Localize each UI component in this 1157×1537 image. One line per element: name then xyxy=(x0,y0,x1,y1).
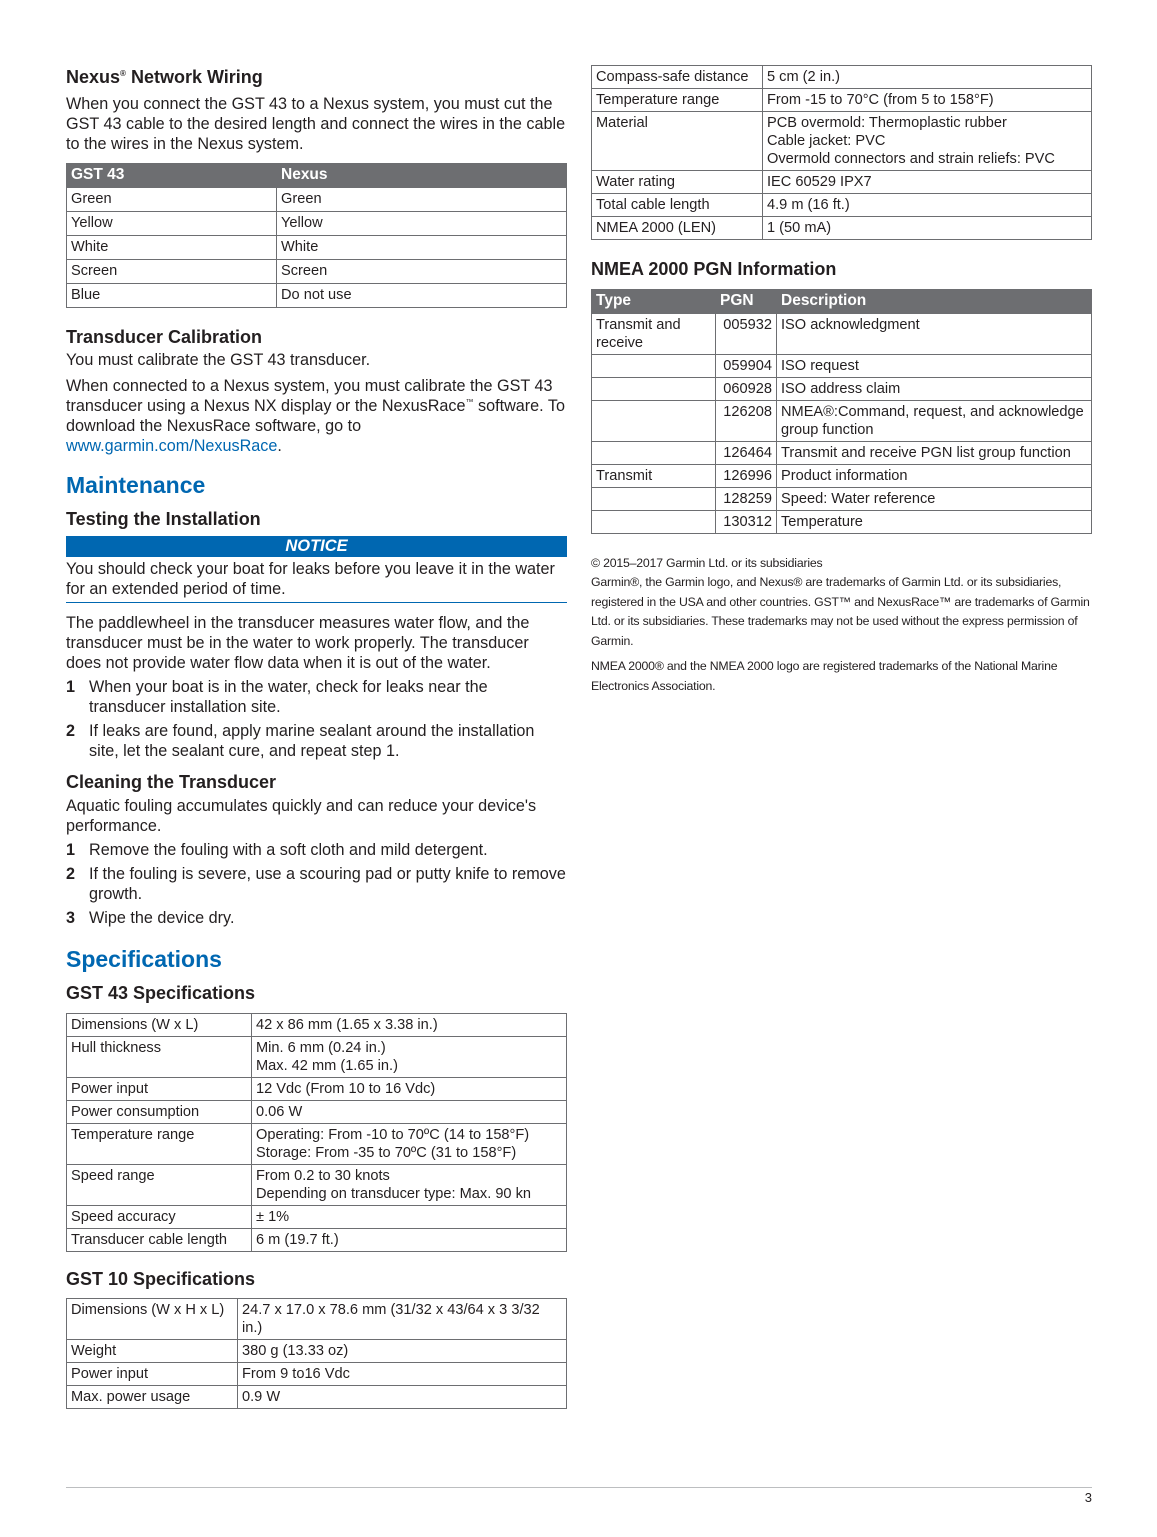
table-cell: 059904 xyxy=(716,354,777,377)
table-cell: Screen xyxy=(67,259,277,283)
table-cell: Material xyxy=(592,112,763,171)
table-cell: Transmit and receive xyxy=(592,313,716,354)
table-row xyxy=(592,487,1092,510)
table-cell: Power input xyxy=(67,1363,238,1386)
table-cell: NMEA 2000 (LEN) xyxy=(592,217,763,240)
table-cell: ISO address claim xyxy=(777,377,1092,400)
table-row xyxy=(67,1205,567,1228)
table-cell: Product information xyxy=(777,464,1092,487)
table-header: Nexus xyxy=(277,163,567,187)
step-item xyxy=(66,841,567,861)
table-row xyxy=(67,187,567,211)
step-number: 2 xyxy=(66,865,76,884)
table-cell: Max. power usage xyxy=(67,1386,238,1409)
table-cell: Temperature range xyxy=(67,1123,252,1164)
page-number: 3 xyxy=(1084,1490,1092,1505)
specifications-heading: Specifications xyxy=(66,945,222,972)
table-cell: Green xyxy=(67,187,277,211)
table-header: PGN xyxy=(716,289,777,313)
table-cell: Transducer cable length xyxy=(67,1228,252,1251)
nexus-wiring-heading: Nexus® Network Wiring xyxy=(66,67,263,87)
table-cell: 6 m (19.7 ft.) xyxy=(252,1228,567,1251)
table-row xyxy=(67,1386,567,1409)
table-cell: White xyxy=(67,235,277,259)
table-cell: ISO acknowledgment xyxy=(777,313,1092,354)
table-cell: NMEA®:Command, request, and acknowledge group function xyxy=(777,400,1092,441)
table-cell: 005932 xyxy=(716,313,777,354)
cleaning-intro: Aquatic fouling accumulates quickly and can reduce your device's performance. xyxy=(66,796,537,835)
table-cell: Dimensions (W x H x L) xyxy=(67,1299,238,1340)
footer-divider xyxy=(66,1487,1092,1488)
table-row xyxy=(592,171,1092,194)
table-cell xyxy=(592,377,716,400)
table-cell: From 9 to16 Vdc xyxy=(238,1363,567,1386)
table-cell: 1 (50 mA) xyxy=(763,217,1092,240)
table-cell: Power consumption xyxy=(67,1100,252,1123)
table-cell: Compass-safe distance xyxy=(592,66,763,89)
step-number: 1 xyxy=(66,840,76,859)
table-row xyxy=(592,313,1092,354)
step-number: 2 xyxy=(66,722,76,741)
table-cell: Total cable length xyxy=(592,194,763,217)
table-cell: 126996 xyxy=(716,464,777,487)
table-cell: 128259 xyxy=(716,487,777,510)
table-cell: 4.9 m (16 ft.) xyxy=(763,194,1092,217)
sensor-spec-table xyxy=(591,65,1092,240)
table-row xyxy=(592,464,1092,487)
notice-text: You should check your boat for leaks before you leave it in the water for an extended period of time. xyxy=(66,559,567,603)
step-item xyxy=(66,722,567,761)
table-row xyxy=(67,211,567,235)
table-row xyxy=(67,259,567,283)
table-cell: Temperature range xyxy=(592,89,763,112)
table-row xyxy=(67,235,567,259)
table-cell: Weight xyxy=(67,1340,238,1363)
table-cell: Green xyxy=(277,187,567,211)
table-cell: IEC 60529 IPX7 xyxy=(763,171,1092,194)
table-cell: 130312 xyxy=(716,510,777,533)
step-text: Remove the fouling with a soft cloth and mild detergent. xyxy=(89,840,488,859)
left-column xyxy=(66,64,567,1409)
table-cell: Blue xyxy=(67,283,277,307)
maintenance-heading: Maintenance xyxy=(66,472,206,498)
step-text: Wipe the device dry. xyxy=(89,909,235,928)
step-text: If leaks are found, apply marine sealant around the installation site, let the sealant cure, and repeat step 1. xyxy=(89,722,535,760)
nmea-trademark-text: NMEA 2000® and the NMEA 2000 logo are registered trademarks of the National Marine Electronics Association. xyxy=(591,659,1058,693)
table-cell: Speed accuracy xyxy=(67,1205,252,1228)
table-cell: Transmit xyxy=(592,464,716,487)
table-cell: 126208 xyxy=(716,400,777,441)
table-cell: 060928 xyxy=(716,377,777,400)
trademark-text: Garmin®, the Garmin logo, and Nexus® are trademarks of Garmin Ltd. or its subsidiaries, registered in the USA and other countries. GST™ and NexusRace™ are trademarks of Garmin Ltd. or its subsidiaries. These trademarks may not be used without the express permission of Garmin. xyxy=(591,575,1090,648)
step-number: 3 xyxy=(66,909,76,928)
calibration-p2: When connected to a Nexus system, you must calibrate the GST 43 transducer using a Nexus NX display or the NexusRace™ software. To download the NexusRace software, go to www.garmin.com/NexusRace. xyxy=(66,377,565,455)
table-header: Type xyxy=(592,289,716,313)
calibration-p1: You must calibrate the GST 43 transducer. xyxy=(66,351,371,369)
pgn-table xyxy=(591,289,1092,534)
table-cell: 0.9 W xyxy=(238,1386,567,1409)
table-cell: 126464 xyxy=(716,441,777,464)
legal-notice xyxy=(591,554,1092,697)
table-row xyxy=(67,1363,567,1386)
table-header: Description xyxy=(777,289,1092,313)
table-row xyxy=(67,1164,567,1205)
step-item xyxy=(66,909,567,929)
table-cell: Screen xyxy=(277,259,567,283)
table-cell: From -15 to 70°C (from 5 to 158°F) xyxy=(763,89,1092,112)
table-cell: Min. 6 mm (0.24 in.) Max. 42 mm (1.65 in.) xyxy=(252,1036,567,1077)
table-cell: 24.7 x 17.0 x 78.6 mm (31/32 x 43/64 x 3 3/32 in.) xyxy=(238,1299,567,1340)
step-number: 1 xyxy=(66,678,76,697)
step-item xyxy=(66,865,567,904)
table-cell xyxy=(592,400,716,441)
table-cell: ISO request xyxy=(777,354,1092,377)
table-cell: Speed range xyxy=(67,1164,252,1205)
table-cell: 0.06 W xyxy=(252,1100,567,1123)
table-row xyxy=(592,217,1092,240)
step-item xyxy=(66,678,567,717)
table-cell: Yellow xyxy=(277,211,567,235)
calibration-heading: Transducer Calibration xyxy=(66,326,263,347)
table-row xyxy=(592,354,1092,377)
table-row xyxy=(592,377,1092,400)
table-cell: 5 cm (2 in.) xyxy=(763,66,1092,89)
nexus-wiring-intro: When you connect the GST 43 to a Nexus system, you must cut the GST 43 cable to the desired length and connect the wires in the cable to the wires in the Nexus system. xyxy=(66,94,566,153)
table-header: GST 43 xyxy=(67,163,277,187)
step-text: When your boat is in the water, check for leaks near the transducer installation site. xyxy=(89,678,488,716)
cleaning-steps xyxy=(66,841,567,929)
table-cell: Operating: From -10 to 70ºC (14 to 158°F) Storage: From -35 to 70ºC (31 to 158°F) xyxy=(252,1123,567,1164)
table-cell: 380 g (13.33 oz) xyxy=(238,1340,567,1363)
table-row xyxy=(592,112,1092,171)
table-cell: Dimensions (W x L) xyxy=(67,1013,252,1036)
right-column xyxy=(591,65,1092,696)
table-cell xyxy=(592,354,716,377)
table-row xyxy=(67,1036,567,1077)
table-cell: Do not use xyxy=(277,283,567,307)
table-cell: Water rating xyxy=(592,171,763,194)
table-row xyxy=(67,1123,567,1164)
table-cell xyxy=(592,487,716,510)
step-text: If the fouling is severe, use a scouring pad or putty knife to remove growth. xyxy=(89,865,566,903)
table-row xyxy=(67,1077,567,1100)
table-row xyxy=(67,1340,567,1363)
table-row xyxy=(592,66,1092,89)
table-cell: Speed: Water reference xyxy=(777,487,1092,510)
table-cell xyxy=(592,510,716,533)
table-cell: ± 1% xyxy=(252,1205,567,1228)
gst10-spec-heading: GST 10 Specifications xyxy=(66,1268,256,1289)
table-row xyxy=(67,1228,567,1251)
table-cell: 12 Vdc (From 10 to 16 Vdc) xyxy=(252,1077,567,1100)
table-cell: From 0.2 to 30 knots Depending on transducer type: Max. 90 kn xyxy=(252,1164,567,1205)
table-cell: Transmit and receive PGN list group function xyxy=(777,441,1092,464)
table-row xyxy=(592,400,1092,441)
table-cell: Power input xyxy=(67,1077,252,1100)
gst43-spec-heading: GST 43 Specifications xyxy=(66,983,256,1004)
table-row xyxy=(592,194,1092,217)
table-row xyxy=(592,89,1092,112)
table-row xyxy=(67,1013,567,1036)
cleaning-heading: Cleaning the Transducer xyxy=(66,772,277,793)
nexusrace-link[interactable]: www.garmin.com/NexusRace xyxy=(66,437,278,455)
paddlewheel-text: The paddlewheel in the transducer measures water flow, and the transducer must be in the water to work properly. The transducer does not provide water flow data when it is out of the water. xyxy=(66,614,530,673)
gst43-spec-table xyxy=(66,1013,567,1252)
table-cell: 42 x 86 mm (1.65 x 3.38 in.) xyxy=(252,1013,567,1036)
table-row xyxy=(67,283,567,307)
notice-banner: NOTICE xyxy=(66,536,567,557)
table-row xyxy=(592,510,1092,533)
table-cell: PCB overmold: Thermoplastic rubber Cable jacket: PVC Overmold connectors and strain reliefs: PVC xyxy=(763,112,1092,171)
copyright-line: © 2015–2017 Garmin Ltd. or its subsidiaries xyxy=(591,555,823,570)
table-cell: Hull thickness xyxy=(67,1036,252,1077)
table-cell: Yellow xyxy=(67,211,277,235)
nexus-wiring-table xyxy=(66,163,567,308)
table-row xyxy=(67,1100,567,1123)
table-cell: White xyxy=(277,235,567,259)
table-row xyxy=(592,441,1092,464)
gst10-spec-table xyxy=(66,1298,567,1409)
table-row xyxy=(67,1299,567,1340)
table-cell: Temperature xyxy=(777,510,1092,533)
testing-steps xyxy=(66,678,567,761)
testing-heading: Testing the Installation xyxy=(66,508,261,529)
table-cell xyxy=(592,441,716,464)
pgn-heading: NMEA 2000 PGN Information xyxy=(591,259,837,279)
